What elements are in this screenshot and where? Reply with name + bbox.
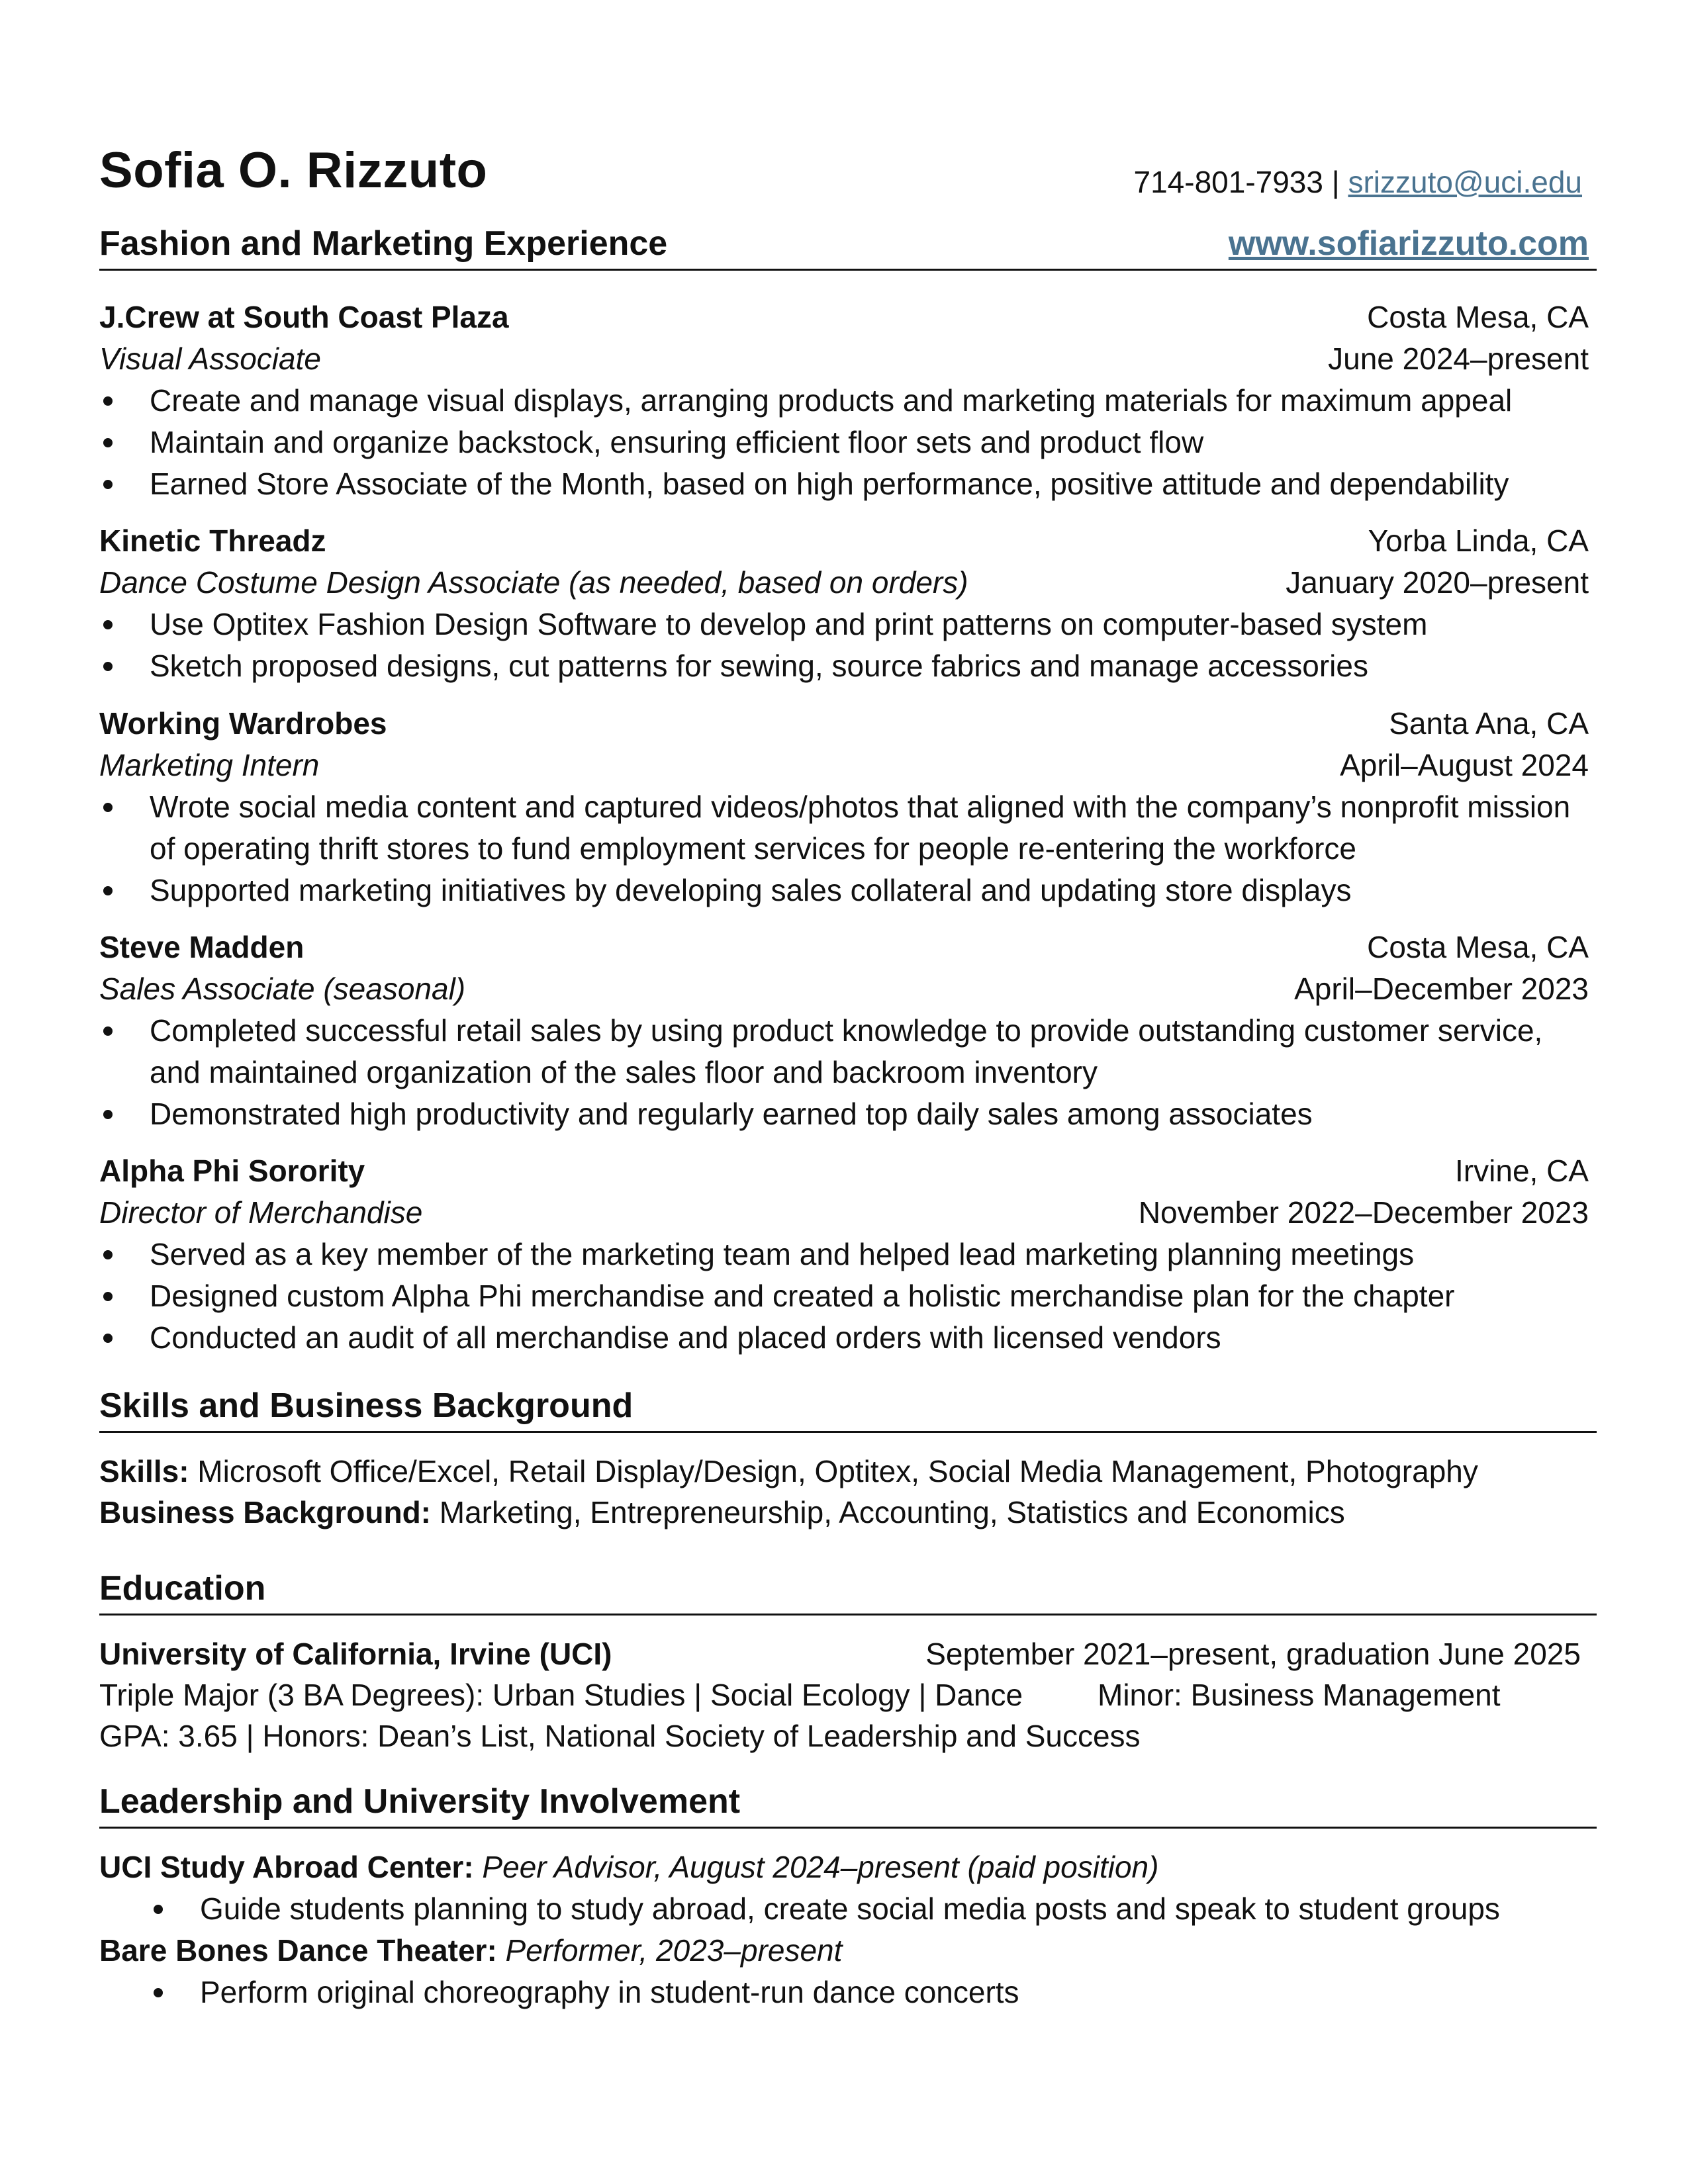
leadership-org: Bare Bones Dance Theater: bbox=[99, 1933, 497, 1968]
experience-section-heading bbox=[99, 222, 1597, 271]
resume-header bbox=[99, 139, 1589, 212]
leadership-bullets bbox=[99, 1888, 1589, 1930]
education-block bbox=[99, 1633, 1589, 1756]
bullet-text: Demonstrated high productivity and regularly earned top daily sales among associates bbox=[150, 1097, 1313, 1131]
bullet-text: Use Optitex Fashion Design Software to develop and print patterns on computer-based system bbox=[150, 607, 1428, 641]
job-bullets bbox=[99, 604, 1589, 687]
bullet-text: Served as a key member of the marketing team and helped lead marketing planning meetings bbox=[150, 1237, 1415, 1271]
background-text: Marketing, Entrepreneurship, Accounting, Statistics and Economics bbox=[431, 1495, 1345, 1529]
leadership-entry bbox=[99, 1930, 1589, 1972]
job-entry bbox=[99, 296, 1589, 505]
skills-label: Skills: bbox=[99, 1454, 189, 1488]
job-entry bbox=[99, 520, 1589, 687]
job-dates: April–December 2023 bbox=[1294, 972, 1589, 1006]
website bbox=[1229, 224, 1589, 263]
job-bullets bbox=[99, 786, 1589, 911]
job-org: Steve Madden bbox=[99, 930, 305, 964]
bullet-item bbox=[99, 645, 1589, 687]
contact-info bbox=[1134, 164, 1583, 200]
bullet-icon bbox=[103, 1292, 113, 1301]
bullet-item bbox=[99, 1972, 1589, 2013]
job-entry bbox=[99, 703, 1589, 911]
bullet-icon bbox=[103, 620, 113, 629]
contact-separator: | bbox=[1331, 165, 1340, 199]
education-minor: Minor: Business Management bbox=[1098, 1678, 1501, 1712]
bullet-text: Earned Store Associate of the Month, based on high performance, positive attitude and dependability bbox=[150, 467, 1509, 501]
education-gpa: GPA: 3.65 | Honors: Dean’s List, National Society of Leadership and Success bbox=[99, 1719, 1141, 1753]
bullet-item bbox=[99, 870, 1589, 911]
job-dates: April–August 2024 bbox=[1340, 748, 1589, 782]
bullet-text: Supported marketing initiatives by developing sales collateral and updating store displays bbox=[150, 873, 1352, 907]
bullet-icon bbox=[103, 1110, 113, 1119]
bullet-item bbox=[99, 604, 1589, 645]
bullet-icon bbox=[103, 438, 113, 447]
job-entry bbox=[99, 1150, 1589, 1359]
job-location: Santa Ana, CA bbox=[1389, 706, 1589, 741]
section-title: Leadership and University Involvement bbox=[99, 1782, 741, 1821]
section-title: Education bbox=[99, 1569, 266, 1608]
job-role: Sales Associate (seasonal) bbox=[99, 972, 466, 1006]
education-dates: September 2021–present, graduation June 2025 bbox=[925, 1637, 1581, 1671]
school-name: University of California, Irvine (UCI) bbox=[99, 1637, 612, 1671]
bullet-item bbox=[99, 1275, 1589, 1317]
bullet-item bbox=[99, 786, 1589, 870]
skills-line bbox=[99, 1451, 1589, 1492]
phone-number: 714-801-7933 bbox=[1133, 165, 1323, 199]
leadership-role: Peer Advisor, August 2024–present (paid position) bbox=[473, 1850, 1159, 1884]
job-entry bbox=[99, 927, 1589, 1135]
email-link[interactable]: srizzuto@uci.edu bbox=[1348, 165, 1582, 199]
education-school-row bbox=[99, 1633, 1589, 1674]
bullet-icon bbox=[103, 1026, 113, 1036]
job-bullets bbox=[99, 380, 1589, 505]
bullet-text: Perform original choreography in student-run dance concerts bbox=[200, 1975, 1019, 2009]
section-title: Fashion and Marketing Experience bbox=[99, 224, 668, 263]
bullet-icon bbox=[154, 1988, 163, 1997]
leadership-section-heading bbox=[99, 1780, 1597, 1829]
section-title: Skills and Business Background bbox=[99, 1387, 633, 1425]
job-org: Kinetic Threadz bbox=[99, 523, 326, 558]
bullet-item bbox=[99, 463, 1589, 505]
bullet-item bbox=[99, 1010, 1589, 1093]
leadership-block bbox=[99, 1846, 1589, 2013]
bullet-text: Designed custom Alpha Phi merchandise and created a holistic merchandise plan for the chapter bbox=[150, 1279, 1455, 1313]
bullet-item bbox=[99, 422, 1589, 463]
bullet-item bbox=[99, 380, 1589, 422]
bullet-item bbox=[99, 1234, 1589, 1275]
job-dates: November 2022–December 2023 bbox=[1138, 1195, 1589, 1230]
bullet-text: Create and manage visual displays, arranging products and marketing materials for maximum appeal bbox=[150, 383, 1513, 418]
education-major-row bbox=[99, 1674, 1589, 1715]
job-bullets bbox=[99, 1234, 1589, 1359]
bullet-icon bbox=[103, 1250, 113, 1259]
background-line bbox=[99, 1492, 1589, 1533]
job-role: Marketing Intern bbox=[99, 748, 320, 782]
job-role: Director of Merchandise bbox=[99, 1195, 423, 1230]
bullet-icon bbox=[103, 662, 113, 671]
job-bullets bbox=[99, 1010, 1589, 1135]
leadership-bullets bbox=[99, 1972, 1589, 2013]
skills-section-heading bbox=[99, 1385, 1597, 1433]
bullet-text: Sketch proposed designs, cut patterns for sewing, source fabrics and manage accessories bbox=[150, 649, 1368, 683]
bullet-item bbox=[99, 1093, 1589, 1135]
candidate-name: Sofia O. Rizzuto bbox=[99, 142, 488, 199]
job-location: Costa Mesa, CA bbox=[1367, 930, 1589, 964]
leadership-entry bbox=[99, 1846, 1589, 1888]
education-major: Triple Major (3 BA Degrees): Urban Studies | Social Ecology | Dance bbox=[99, 1678, 1023, 1712]
bullet-text: Guide students planning to study abroad, create social media posts and speak to student groups bbox=[200, 1891, 1500, 1926]
bullet-text: Completed successful retail sales by using product knowledge to provide outstanding customer service, and maintained organization of the sales floor and backroom inventory bbox=[150, 1013, 1543, 1089]
skills-block bbox=[99, 1451, 1589, 1533]
background-label: Business Background: bbox=[99, 1495, 431, 1529]
education-section-heading bbox=[99, 1567, 1597, 1615]
leadership-org: UCI Study Abroad Center: bbox=[99, 1850, 474, 1884]
job-dates: January 2020–present bbox=[1286, 565, 1589, 600]
bullet-item bbox=[99, 1888, 1589, 1930]
bullet-icon bbox=[103, 396, 113, 406]
bullet-item bbox=[99, 1317, 1589, 1359]
bullet-icon bbox=[154, 1905, 163, 1914]
leadership-role: Performer, 2023–present bbox=[496, 1933, 843, 1968]
bullet-text: Conducted an audit of all merchandise and placed orders with licensed vendors bbox=[150, 1320, 1221, 1355]
bullet-icon bbox=[103, 803, 113, 812]
bullet-text: Maintain and organize backstock, ensuring efficient floor sets and product flow bbox=[150, 425, 1204, 459]
job-location: Irvine, CA bbox=[1455, 1154, 1589, 1188]
bullet-icon bbox=[103, 1334, 113, 1343]
website-link[interactable]: www.sofiarizzuto.com bbox=[1228, 224, 1589, 263]
job-org: J.Crew at South Coast Plaza bbox=[99, 300, 509, 334]
skills-text: Microsoft Office/Excel, Retail Display/Design, Optitex, Social Media Management, Photography bbox=[189, 1454, 1478, 1488]
job-location: Yorba Linda, CA bbox=[1368, 523, 1589, 558]
bullet-icon bbox=[103, 480, 113, 489]
job-location: Costa Mesa, CA bbox=[1367, 300, 1589, 334]
bullet-icon bbox=[103, 886, 113, 895]
job-dates: June 2024–present bbox=[1328, 341, 1589, 376]
bullet-text: Wrote social media content and captured videos/photos that aligned with the company’s nonprofit mission of operating thrift stores to fund employment services for people re-entering the workforce bbox=[150, 790, 1571, 866]
job-role: Dance Costume Design Associate (as needed, based on orders) bbox=[99, 565, 968, 600]
job-org: Alpha Phi Sorority bbox=[99, 1154, 365, 1188]
job-org: Working Wardrobes bbox=[99, 706, 387, 741]
job-role: Visual Associate bbox=[99, 341, 321, 376]
